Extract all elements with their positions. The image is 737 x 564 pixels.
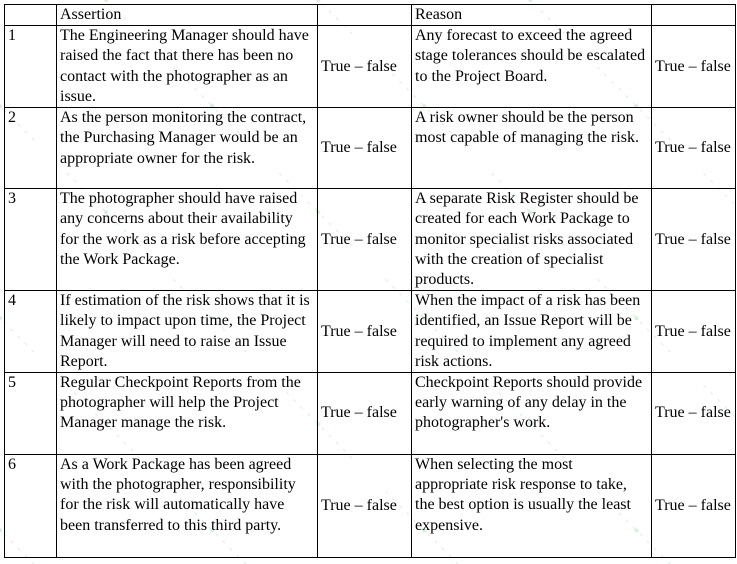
reason-text: A separate Risk Register should be created for each Work Package to monitor specialist risks associated with the creation of specialist products. [412,189,652,291]
row-number: 5 [5,373,57,455]
assertion-choice: True – false [318,373,412,455]
reason-text: When the impact of a risk has been identified, an Issue Report will be required to implement any agreed risk actions. [412,291,652,373]
assertion-choice: True – false [318,189,412,291]
row-number: 6 [5,455,57,558]
reason-text: A risk owner should be the person most capable of managing the risk. [412,108,652,189]
reason-choice: True – false [652,455,736,558]
assertion-text: The photographer should have raised any concerns about their availability for the work as a risk before accepting the Work Package. [57,189,318,291]
table-row [5,26,736,108]
reason-choice: True – false [652,108,736,189]
header-assertion-choice [318,5,412,26]
reason-choice: True – false [652,26,736,108]
assertion-choice: True – false [318,291,412,373]
table-row [5,189,736,291]
header-number [5,5,57,26]
assertion-text: The Engineering Manager should have raised the fact that there has been no contact with the photographer as an issue. [57,26,318,108]
assertion-choice: True – false [318,455,412,558]
row-number: 4 [5,291,57,373]
assertion-text: Regular Checkpoint Reports from the photographer will help the Project Manager manage the risk. [57,373,318,455]
reason-text: Any forecast to exceed the agreed stage tolerances should be escalated to the Project Board. [412,26,652,108]
reason-choice: True – false [652,373,736,455]
row-number: 1 [5,26,57,108]
document [4,4,736,558]
header-reason-choice [652,5,736,26]
reason-text: Checkpoint Reports should provide early warning of any delay in the photographer's work. [412,373,652,455]
assertion-text: As a Work Package has been agreed with the photographer, responsibility for the risk will automatically have been transferred to this third party. [57,455,318,558]
row-number: 2 [5,108,57,189]
table-body [5,5,736,558]
header-assertion: Assertion [57,5,318,26]
reason-text: When selecting the most appropriate risk response to take, the best option is usually the least expensive. [412,455,652,558]
table-row [5,373,736,455]
header-row [5,5,736,26]
reason-choice: True – false [652,189,736,291]
reason-choice: True – false [652,291,736,373]
table-row [5,108,736,189]
assertion-choice: True – false [318,26,412,108]
assertion-text: If estimation of the risk shows that it is likely to impact upon time, the Project Manager will need to raise an Issue Report. [57,291,318,373]
assertion-choice: True – false [318,108,412,189]
assertion-text: As the person monitoring the contract, the Purchasing Manager would be an appropriate owner for the risk. [57,108,318,189]
row-number: 3 [5,189,57,291]
header-reason: Reason [412,5,652,26]
table-row [5,455,736,558]
table-row [5,291,736,373]
assertion-reason-table [4,4,736,558]
